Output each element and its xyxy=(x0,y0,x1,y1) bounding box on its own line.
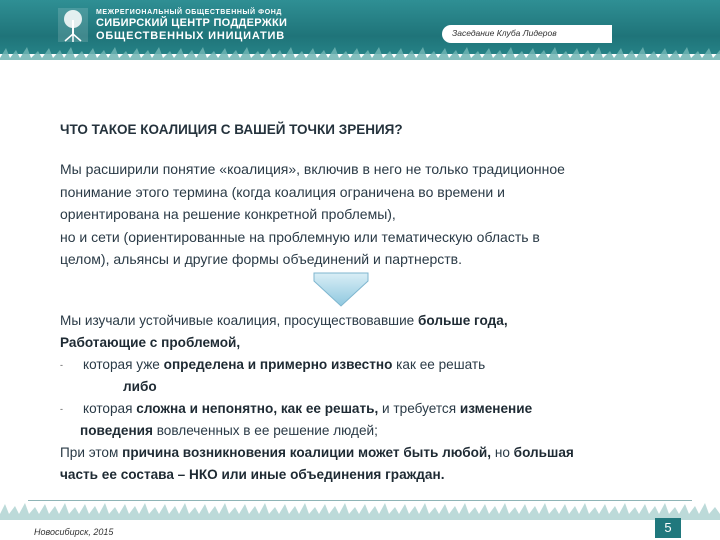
bold-run: поведения xyxy=(80,423,153,438)
text-run: которая xyxy=(83,401,137,416)
text-run: которая уже xyxy=(83,357,164,372)
org-line-2: СИБИРСКИЙ ЦЕНТР ПОДДЕРЖКИ xyxy=(96,17,288,29)
text-run: и требуется xyxy=(378,401,460,416)
para-line: но и сети (ориентированные на проблемную или тематическую область в xyxy=(60,228,540,245)
bold-run: Работающие с проблемой, xyxy=(60,335,241,350)
bold-run: причина возникновения коалиции может быть любой, xyxy=(122,445,492,460)
page-number: 5 xyxy=(664,520,672,535)
para-line: Мы расширили понятие «коалиция», включив в него не только традиционное xyxy=(60,161,565,177)
text-run: Мы изучали устойчивые коалиция, просуществовавшие xyxy=(60,313,419,328)
intro-paragraph xyxy=(60,158,700,271)
bold-run: больше года, xyxy=(418,313,508,328)
study-description xyxy=(60,310,700,486)
grass-decoration xyxy=(0,46,720,72)
org-line-3: ОБЩЕСТВЕННЫХ ИНИЦИАТИВ xyxy=(96,30,285,42)
text-run: но xyxy=(491,445,514,460)
bold-run: либо xyxy=(123,379,157,394)
bullet-item-1 xyxy=(60,354,700,376)
organization-name xyxy=(96,8,287,43)
text-run: как ее решать xyxy=(392,357,486,372)
para-line: целом), альянсы и другие формы объединений и партнерств. xyxy=(60,251,463,267)
bullet-item-2-cont xyxy=(60,420,700,442)
block-line-7 xyxy=(60,442,700,464)
block-line-8 xyxy=(60,464,700,486)
footer-divider xyxy=(28,500,692,501)
block-line-either xyxy=(60,376,700,398)
down-arrow-icon xyxy=(312,272,370,308)
text-run: При этом xyxy=(60,445,123,460)
bold-run: большая xyxy=(513,445,574,460)
bullet-item-2 xyxy=(60,398,700,420)
block-line-2 xyxy=(60,332,700,354)
bold-run: сложна и непонятно, как ее решать, xyxy=(136,401,379,416)
org-line-1: МЕЖРЕГИОНАЛЬНЫЙ ОБЩЕСТВЕННЫЙ ФОНД xyxy=(96,9,282,16)
bold-run: часть ее состава – НКО или иные объединения граждан. xyxy=(60,467,445,482)
header-band xyxy=(0,0,720,66)
footer-city-year: Новосибирск, 2015 xyxy=(34,527,114,537)
para-line: понимание этого термина (когда коалиция ограничена во времени и xyxy=(60,183,505,200)
text-run: вовлеченных в ее решение людей; xyxy=(152,423,378,438)
tree-logo-icon xyxy=(58,8,88,42)
bold-run: определена и примерно известно xyxy=(163,357,393,372)
slide-title: ЧТО ТАКОЕ КОАЛИЦИЯ С ВАШЕЙ ТОЧКИ ЗРЕНИЯ? xyxy=(60,122,403,137)
bullet-mark: - xyxy=(60,360,63,370)
para-line: ориентирована на решение конкретной проблемы), xyxy=(60,206,396,222)
bullet-mark: - xyxy=(60,404,63,414)
bold-run: изменение xyxy=(459,401,533,416)
block-line-1 xyxy=(60,310,700,332)
meeting-label: Заседание Клуба Лидеров xyxy=(452,28,557,38)
